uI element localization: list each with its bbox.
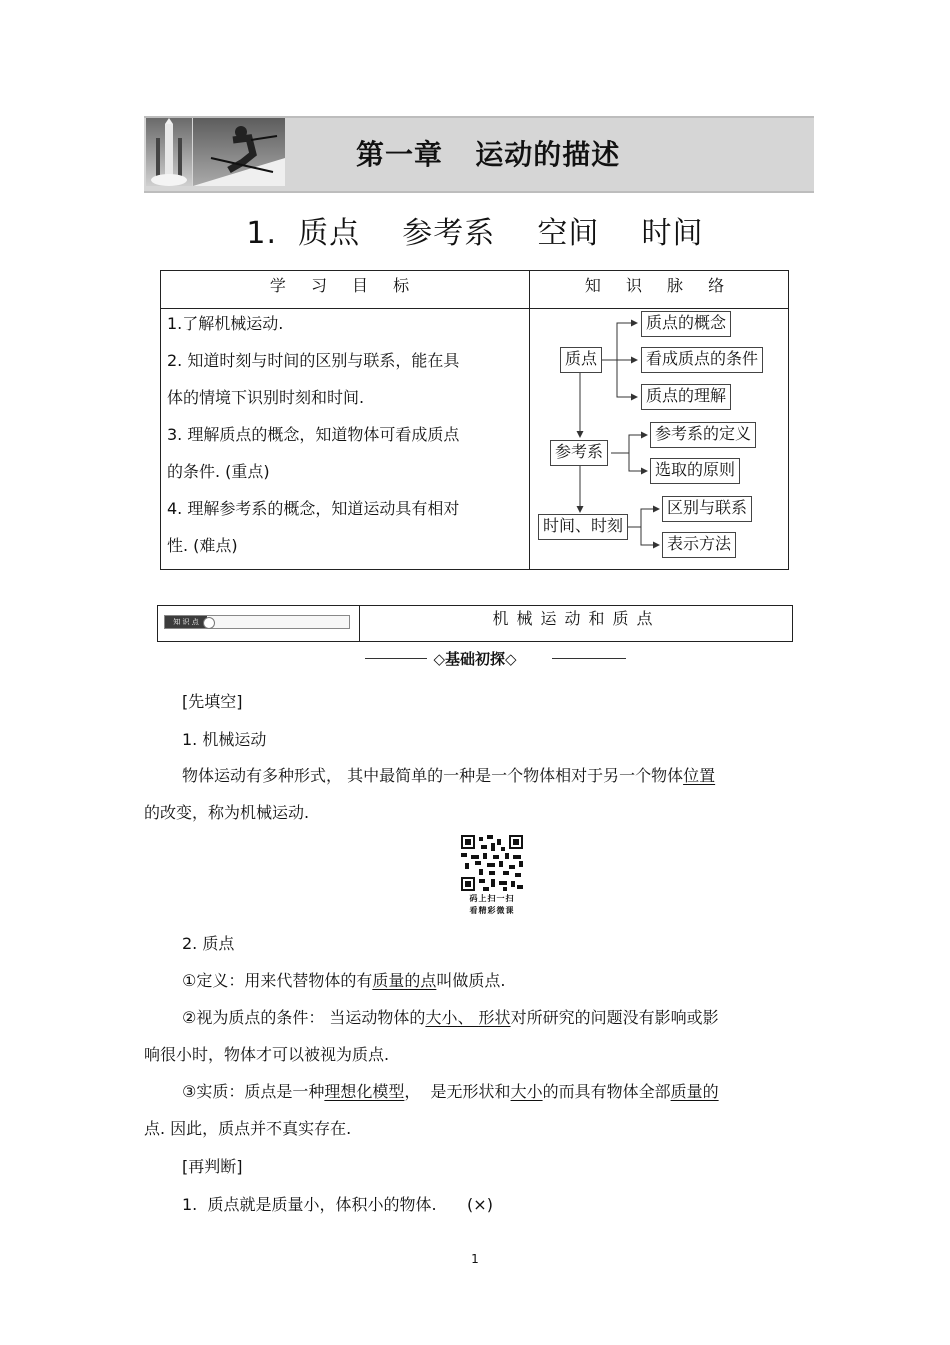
knowledge-leaf: 选取的原则 — [650, 458, 740, 484]
item-title: 2. 质点 — [182, 934, 235, 953]
knowledge-map-header: 知 识 脉 络 — [584, 276, 735, 295]
text: ③实质：质点是一种 — [182, 1082, 325, 1101]
answer-underlined: 形状 — [478, 1008, 511, 1027]
text: 物体运动有多种形式， 其中最简单的一种是一个物体相对于另一个物体 — [182, 766, 684, 785]
answer-underlined: 质量的 — [670, 1082, 719, 1101]
text: ①定义：用来代替物体的有 — [182, 971, 373, 990]
knowledge-node-reference-frame: 参考系 — [550, 440, 608, 466]
qr-caption-2: 看精彩微课 — [469, 906, 515, 915]
text: ②视为质点的条件： 当运动物体的 — [182, 1008, 426, 1027]
qr-caption-1: 码上扫一扫 — [469, 894, 515, 903]
objective-line: 4. 理解参考系的概念，知道运动具有相对 — [167, 499, 460, 518]
objective-line: 性. (难点) — [167, 536, 238, 555]
item-title: 1. 机械运动 — [182, 730, 267, 749]
skier-photo — [193, 118, 285, 186]
knowledge-leaf: 质点的概念 — [641, 311, 731, 337]
chapter-title: 第一章 运动的描述 — [356, 138, 621, 171]
page-number: 1 — [471, 1252, 479, 1266]
fill-blank-label: [先填空] — [182, 692, 243, 711]
knowledge-node-particle: 质点 — [560, 347, 602, 373]
objective-line: 3. 理解质点的概念，知道物体可看成质点 — [167, 425, 460, 444]
answer-blank — [715, 766, 741, 785]
knowledge-node-time: 时间、时刻 — [538, 514, 628, 540]
text: 、 — [457, 1008, 479, 1027]
objective-line: 的条件. (重点) — [167, 462, 270, 481]
knowledge-leaf: 表示方法 — [662, 532, 736, 558]
section-title: 1. 质点 参考系 空间 时间 — [246, 216, 704, 251]
answer-underlined: 位置 — [683, 766, 716, 785]
text: 对所研究的问题没有影响或影 — [510, 1008, 719, 1027]
text: ， 是无形状和 — [404, 1082, 511, 1101]
knowledge-leaf: 区别与联系 — [662, 496, 752, 522]
essence-line — [182, 1079, 719, 1102]
rocket-photo — [146, 118, 192, 186]
condition-line — [182, 1005, 719, 1028]
answer-underlined: 大小 — [510, 1082, 543, 1101]
text: 叫做质点. — [436, 971, 506, 990]
knowledge-leaf: 看成质点的条件 — [641, 347, 763, 373]
knowledge-leaf: 参考系的定义 — [650, 422, 756, 448]
knowledge-point-label: 知 识 点 — [165, 616, 207, 628]
basics-heading: ◇基础初探◇ — [433, 650, 517, 668]
judge-label: [再判断] — [182, 1157, 243, 1176]
tag-circle-icon — [203, 617, 215, 629]
item1-line2: 的改变，称为机械运动. — [144, 803, 310, 822]
table-divider — [529, 270, 530, 570]
essence-line2: 点. 因此，质点并不真实存在. — [144, 1119, 352, 1138]
knowledge-leaf: 质点的理解 — [641, 384, 731, 410]
item1-line1 — [182, 763, 741, 786]
condition-line2: 响很小时，物体才可以被视为质点. — [144, 1045, 390, 1064]
qr-code[interactable] — [461, 835, 523, 891]
objective-line: 体的情境下识别时刻和时间. — [167, 388, 365, 407]
band-title: 机械运动和质点 — [492, 609, 661, 628]
answer-underlined: 大小 — [425, 1008, 458, 1027]
objectives-header: 学 习 目 标 — [269, 276, 420, 295]
text: 的而具有物体全部 — [542, 1082, 671, 1101]
objective-line: 2. 知道时刻与时间的区别与联系，能在具 — [167, 351, 460, 370]
objective-line: 1.了解机械运动. — [167, 314, 284, 333]
answer-underlined: 质量的点 — [372, 971, 437, 990]
definition-line — [182, 968, 505, 991]
answer-underlined: 理想化模型 — [324, 1082, 405, 1101]
judge-item: 1. 质点就是质量小，体积小的物体. (×) — [182, 1195, 493, 1214]
knowledge-point-tag — [164, 615, 350, 629]
